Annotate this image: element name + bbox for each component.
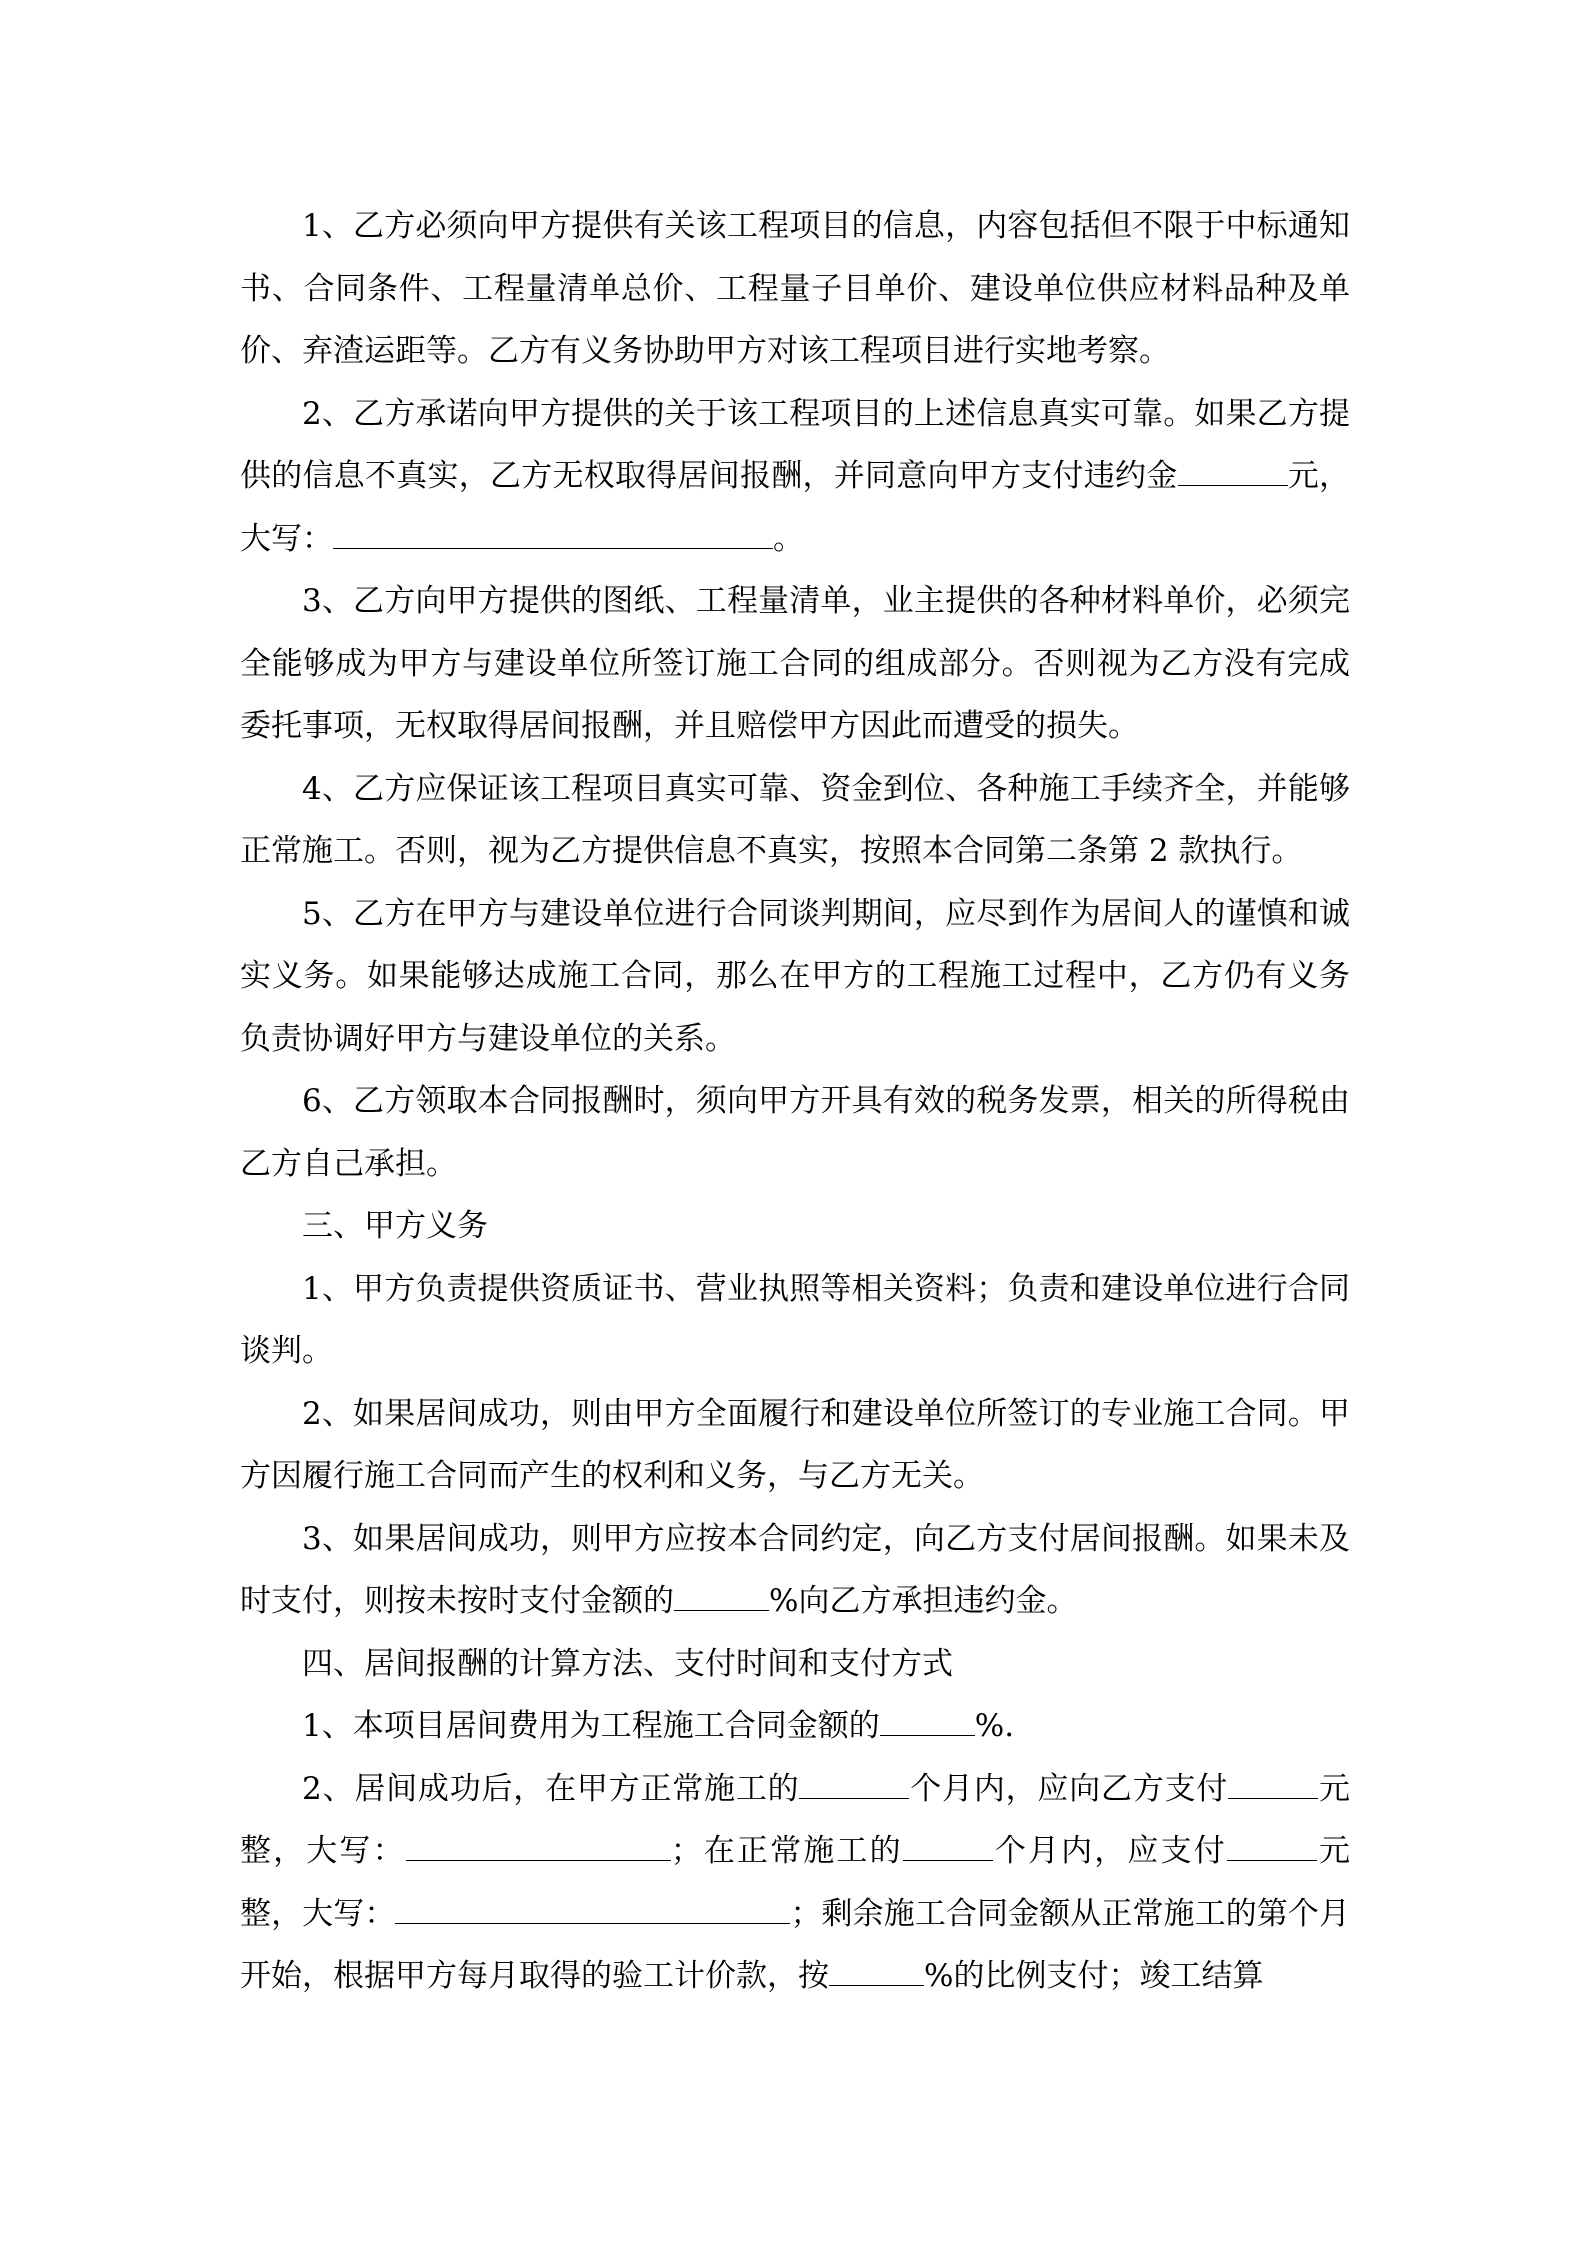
clause-4-1 [240, 1695, 1350, 1758]
payment-amount-blank-2[interactable] [1227, 1831, 1317, 1861]
clause-text: 。 [773, 520, 804, 557]
clause-2-1: 1、乙方必须向甲方提供有关该工程项目的信息，内容包括但不限于中标通知书、合同条件、工程量清单总价、工程量子目单价、建设单位供应材料品种及单价、弃渣运距等。乙方有义务协助甲方对该工程项目进行实地考察。 [240, 208, 1350, 369]
clause-text: %向乙方承担违约金。 [769, 1583, 1078, 1619]
payment-words-blank-2[interactable] [395, 1893, 790, 1923]
clause-text: 个月内，应支付 [992, 1833, 1227, 1869]
late-payment-percent-blank[interactable] [674, 1581, 769, 1611]
penalty-amount-blank[interactable] [1178, 456, 1288, 486]
clause-2-4: 4、乙方应保证该工程项目真实可靠、资金到位、各种施工手续齐全，并能够正常施工。否则，视为乙方提供信息不真实，按照本合同第二条第 2 款执行。 [240, 770, 1350, 869]
section-heading-4: 四、居间报酬的计算方法、支付时间和支付方式 [302, 1645, 953, 1682]
clause-text: ；在正常施工的 [670, 1833, 903, 1869]
clause-text: 元，大写： [240, 458, 1350, 557]
clause-text: 个月内，应向乙方支付 [909, 1770, 1229, 1807]
clause-2-2 [240, 383, 1350, 571]
payment-ratio-blank[interactable] [829, 1956, 924, 1986]
clause-text: 元整，大写： [240, 1833, 1351, 1932]
payment-words-blank-1[interactable] [406, 1831, 671, 1861]
clause-3-3 [240, 1508, 1350, 1633]
clause-3-2: 2、如果居间成功，则由甲方全面履行和建设单位所签订的专业施工合同。甲方因履行施工合同而产生的权利和义务，与乙方无关。 [240, 1395, 1350, 1494]
clause-2-5: 5、乙方在甲方与建设单位进行合同谈判期间，应尽到作为居间人的谨慎和诚实义务。如果能够达成施工合同，那么在甲方的工程施工过程中，乙方仍有义务负责协调好甲方与建设单位的关系。 [240, 895, 1350, 1057]
payment-amount-blank-1[interactable] [1228, 1768, 1318, 1798]
clause-text: 元整，大写： [240, 1770, 1350, 1869]
clause-text: 3、如果居间成功，则甲方应按本合同约定，向乙方支付居间报酬。如果未及时支付，则按未按时支付金额的 [240, 1520, 1350, 1619]
clause-text: 2、乙方承诺向甲方提供的关于该工程项目的上述信息真实可靠。如果乙方提供的信息不真实，乙方无权取得居间报酬，并同意向甲方支付违约金 [240, 395, 1350, 494]
fee-percent-blank[interactable] [880, 1706, 975, 1736]
clause-4-2 [240, 1758, 1350, 2008]
clause-3-1: 1、甲方负责提供资质证书、营业执照等相关资料；负责和建设单位进行合同谈判。 [240, 1270, 1350, 1369]
clause-text: %. [974, 1708, 1015, 1744]
clause-text: 2、居间成功后，在甲方正常施工的 [302, 1770, 800, 1807]
clause-text: ；剩余施工合同金额从正常施工的第个月开始，根据甲方每月取得的验工计价款，按 [240, 1895, 1351, 1994]
clause-2-3: 3、乙方向甲方提供的图纸、工程量清单，业主提供的各种材料单价，必须完全能够成为甲方与建设单位所签订施工合同的组成部分。否则视为乙方没有完成委托事项，无权取得居间报酬，并且赔偿甲方因此而遭受的损失。 [240, 583, 1350, 744]
months-blank-1[interactable] [799, 1768, 909, 1798]
clause-text: %的比例支付；竣工结算 [924, 1958, 1264, 1994]
clause-text: 1、本项目居间费用为工程施工合同金额的 [302, 1708, 880, 1744]
section-heading-3: 三、甲方义务 [302, 1208, 488, 1244]
months-blank-2[interactable] [903, 1831, 993, 1861]
penalty-amount-words-blank[interactable] [333, 518, 773, 548]
clause-2-6: 6、乙方领取本合同报酬时，须向甲方开具有效的税务发票，相关的所得税由乙方自己承担。 [240, 1083, 1350, 1182]
document-page [240, 195, 1350, 2008]
